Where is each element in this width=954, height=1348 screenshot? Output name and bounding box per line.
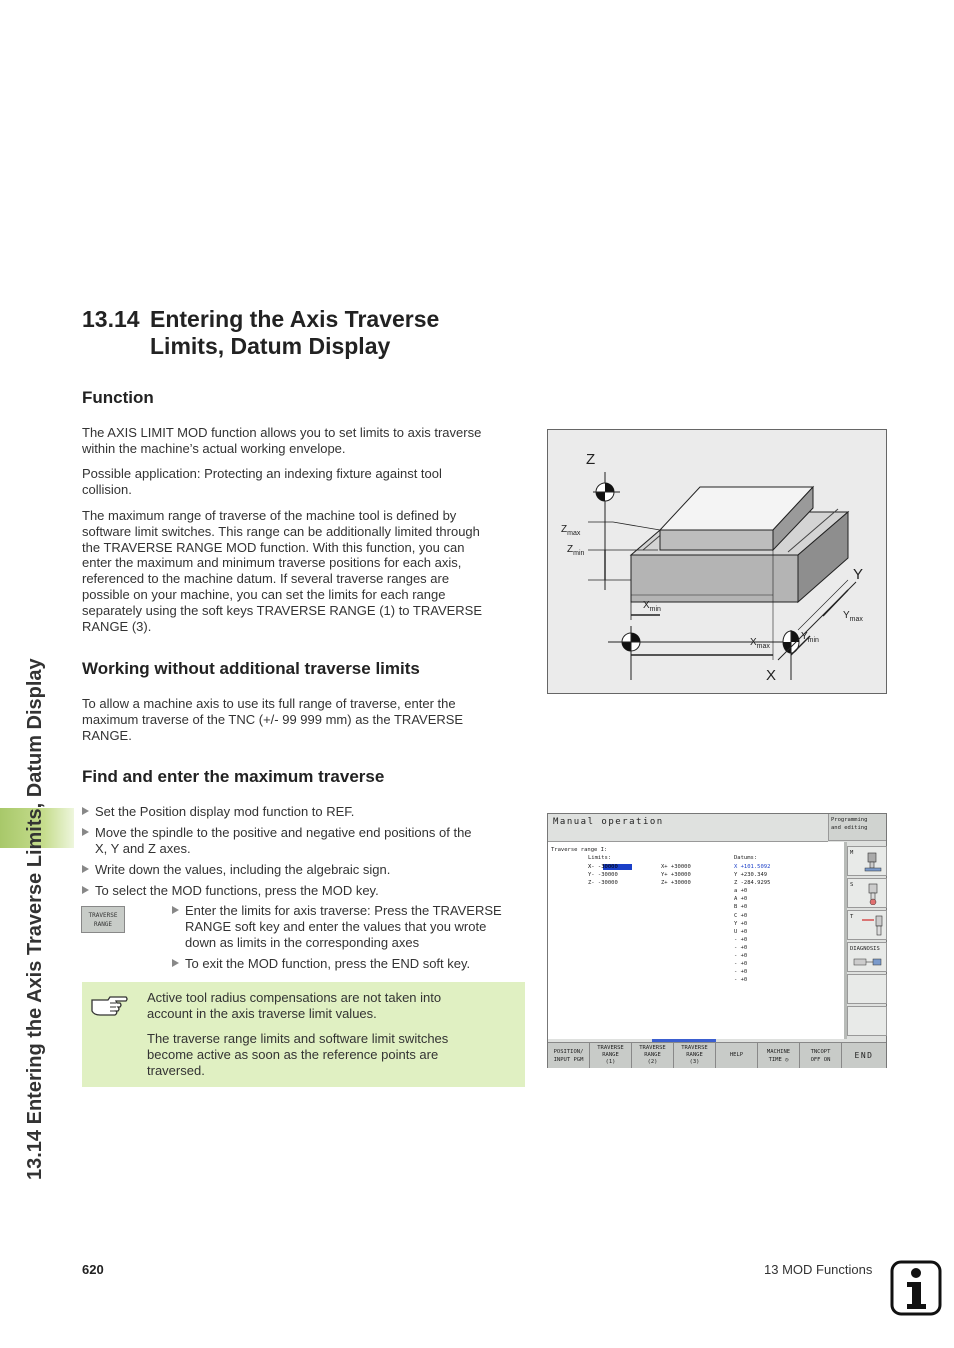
info-icon — [890, 1260, 942, 1316]
side-key-label: S — [850, 882, 854, 888]
datum-value: - +0 — [734, 936, 748, 943]
softkey-label: OFF ON — [810, 1057, 831, 1063]
range-label: Traverse range I: — [551, 847, 608, 853]
bullet-text: To exit the MOD function, press the END soft key. — [185, 956, 471, 971]
datums-column — [734, 863, 770, 984]
datum-value: U +0 — [734, 928, 748, 935]
tnc-screen — [547, 813, 887, 1068]
diagnosis-icon — [853, 956, 883, 968]
text-line: The maximum range of traverse of the machine tool is defined by — [82, 508, 457, 523]
label-sub: min — [573, 550, 585, 557]
text-line: the TRAVERSE RANGE MOD function. With this function, you can — [82, 539, 465, 555]
programming-mode-button[interactable] — [828, 814, 886, 841]
softkey-label: TNCOPT — [810, 1049, 831, 1055]
softkey-label: (3) — [689, 1059, 700, 1065]
label-sub: min — [649, 606, 661, 613]
bullet-text: To select the MOD functions, press the MOD key. — [95, 883, 379, 898]
text-line: maximum traverse of the TNC (+/- 99 999 mm) as the TRAVERSE — [82, 711, 464, 727]
pointing-hand-icon — [90, 992, 130, 1018]
note-paragraph-2 — [147, 1031, 507, 1078]
softkey-traverse-range-1[interactable] — [590, 1043, 632, 1068]
function-paragraph-3 — [82, 508, 524, 634]
datum-value: - +0 — [734, 977, 748, 984]
section-title-line2: Limits, Datum Display — [150, 333, 391, 359]
find-heading: Find and enter the maximum traverse — [82, 767, 385, 786]
label-main: Z — [561, 524, 568, 535]
tool-icon — [864, 883, 882, 905]
screen-title: Manual operation — [553, 817, 664, 827]
zmax-label — [561, 524, 580, 537]
softkey-label: RANGE — [686, 1052, 703, 1058]
softkey-label: END — [854, 1051, 874, 1060]
datum-value: - +0 — [734, 961, 748, 968]
text-line: within the machine’s actual working envelope. — [82, 440, 346, 456]
function-paragraph-1 — [82, 425, 524, 457]
text-line: Move the spindle to the positive and negative end positions of the — [95, 825, 472, 840]
text-line: separately using the soft keys TRAVERSE RANGE (1) to TRAVERSE — [82, 602, 483, 618]
bullet-arrow-icon — [82, 807, 89, 815]
softkey-label: INPUT PGM — [553, 1057, 584, 1063]
softkey-label: (2) — [647, 1059, 658, 1065]
bullet-text: Write down the values, including the algebraic sign. — [95, 862, 391, 877]
limit-value[interactable] — [588, 863, 632, 871]
datum-value: X +101.5092 — [734, 864, 771, 870]
datum-value: - +0 — [734, 944, 748, 951]
xmin-label — [643, 600, 661, 613]
label-main: X — [643, 600, 650, 611]
screen-title-bar — [548, 814, 828, 842]
bullet-arrow-icon — [82, 828, 89, 836]
softkey-label: RANGE — [644, 1052, 661, 1058]
datum-value: Y +230.349 — [734, 872, 768, 879]
spindle-icon — [864, 852, 882, 872]
text-line: The traverse range limits and software limit switches — [147, 1031, 449, 1046]
text-line: possible on your machine, you can set the limits for each range — [82, 586, 446, 602]
text-line: down as limits in the corresponding axes — [185, 934, 420, 950]
limit-value[interactable]: Z- -30000 — [588, 880, 618, 886]
text-line: account in the axis traverse limit values. — [147, 1005, 377, 1021]
side-key-s[interactable] — [847, 878, 887, 908]
softkey-traverse-range-3[interactable] — [674, 1043, 716, 1068]
softkey-label: (1) — [605, 1059, 616, 1065]
bullet-arrow-icon — [82, 865, 89, 873]
datums-label: Datums: — [734, 855, 758, 861]
side-key-label: DIAGNOSIS — [850, 946, 880, 952]
text-line: RANGE soft key and enter the values that you wrote — [185, 918, 487, 934]
xmax-label — [750, 637, 770, 650]
softkey-label: TRAVERSE — [597, 1045, 624, 1051]
softkey-end[interactable] — [842, 1043, 886, 1068]
limits-label: Limits: — [588, 855, 612, 861]
text-line: collision. — [82, 481, 132, 497]
traverse-range-softkey[interactable] — [81, 906, 125, 933]
softkey-label: POSITION/ — [553, 1049, 584, 1055]
limit-value[interactable]: Y+ +30000 — [661, 872, 691, 878]
datum-value: B +0 — [734, 904, 748, 911]
softkey-help[interactable] — [716, 1043, 758, 1068]
traverse-limits-diagram — [547, 429, 887, 694]
bullet-arrow-icon — [172, 959, 179, 967]
datum-value: - +0 — [734, 969, 748, 976]
text-line: Enter the limits for axis traverse: Press the TRAVERSE — [185, 903, 502, 918]
tool-length-icon — [860, 915, 886, 937]
label-sub: max — [849, 616, 863, 623]
softkey-tncopt[interactable] — [800, 1043, 842, 1068]
bullet-arrow-icon — [82, 886, 89, 894]
softkey-bar — [548, 1042, 886, 1068]
working-paragraph — [82, 696, 524, 743]
softkey-position-input[interactable] — [548, 1043, 590, 1068]
datum-value: A +0 — [734, 896, 748, 903]
softkey-label: TRAVERSE — [88, 912, 118, 919]
label-main: Y — [843, 610, 850, 621]
datum-value: Z -284.9295 — [734, 880, 771, 887]
text-line: software limit switches. This range can be additionally limited through — [82, 523, 480, 539]
function-heading: Function — [82, 388, 154, 407]
section-title-line1: Entering the Axis Traverse — [150, 306, 440, 332]
z-axis-label: Z — [586, 451, 596, 468]
ymin-label — [801, 631, 819, 644]
zmin-label — [567, 544, 584, 557]
side-title: 13.14 Entering the Axis Traverse Limits, Datum Display — [24, 658, 46, 1180]
side-key-t[interactable] — [847, 910, 887, 940]
datum-value: a +0 — [734, 888, 748, 895]
side-key-diagnosis[interactable] — [847, 942, 887, 972]
side-key-m[interactable] — [847, 846, 887, 876]
screen-content — [548, 842, 844, 1039]
datum-value: Y +0 — [734, 920, 748, 927]
ymax-label — [843, 610, 863, 623]
text-line: Active tool radius compensations are not taken into — [147, 990, 442, 1005]
text-line: traversed. — [147, 1062, 205, 1078]
datum-value: - +0 — [734, 953, 748, 960]
softkey-label: HELP — [729, 1052, 744, 1058]
side-key-empty[interactable] — [847, 974, 887, 1004]
x-axis-label: X — [766, 667, 777, 684]
softkey-traverse-range-2[interactable] — [632, 1043, 674, 1068]
limits-minus-column — [588, 863, 632, 887]
clock-icon: ◷ — [785, 1057, 789, 1063]
limit-text: X- -30000 — [588, 864, 632, 870]
bullet-text — [185, 903, 502, 950]
mode-label: and editing — [831, 825, 868, 831]
limits-plus-column — [661, 863, 691, 887]
label-main: X — [750, 637, 757, 648]
label-sub: min — [807, 637, 819, 644]
function-paragraph-2 — [82, 466, 524, 498]
side-key-label: M — [850, 850, 854, 856]
text-line: X, Y and Z axes. — [95, 840, 191, 856]
text-line: Possible application: Protecting an indexing fixture against tool — [82, 466, 442, 481]
text-line: To allow a machine axis to use its full range of traverse, enter the — [82, 696, 456, 711]
section-number: 13.14 — [82, 306, 140, 332]
limit-value[interactable]: X+ +30000 — [661, 864, 691, 870]
chapter-name: 13 MOD Functions — [764, 1262, 873, 1277]
limit-value[interactable]: Y- -30000 — [588, 872, 618, 878]
softkey-label: RANGE — [93, 921, 113, 928]
label-sub: max — [567, 530, 581, 537]
softkey-label: TIME — [768, 1057, 782, 1063]
text-line: become active as soon as the reference points are — [147, 1046, 439, 1062]
bullet-text: Set the Position display mod function to REF. — [95, 804, 355, 819]
limit-value[interactable]: Z+ +30000 — [661, 880, 691, 886]
side-key-empty[interactable] — [847, 1006, 887, 1036]
text-line: RANGE. — [82, 727, 132, 743]
label-main: Z — [567, 544, 574, 555]
softkey-machine-time[interactable] — [758, 1043, 800, 1068]
text-line: enter the maximum and minimum traverse positions for each axis, — [82, 555, 462, 571]
text-line: referenced to the machine datum. If several traverse ranges are — [82, 571, 450, 587]
datum-value: C +0 — [734, 912, 748, 919]
text-line: RANGE (3). — [82, 618, 152, 634]
bullet-item — [82, 825, 522, 857]
sub-bullet-item — [172, 903, 524, 951]
softkey-label: TRAVERSE — [639, 1045, 666, 1051]
text-line: The AXIS LIMIT MOD function allows you to set limits to axis traverse — [82, 425, 482, 440]
note-paragraph-1 — [147, 990, 507, 1022]
softkey-label: MACHINE — [766, 1049, 791, 1055]
side-key-label: T — [850, 914, 854, 920]
softkey-label: TRAVERSE — [681, 1045, 708, 1051]
softkey-label: RANGE — [602, 1052, 619, 1058]
page-number: 620 — [82, 1262, 104, 1277]
bullet-arrow-icon — [172, 906, 179, 914]
label-main: Y — [801, 631, 808, 642]
working-heading: Working without additional traverse limits — [82, 659, 420, 678]
bullet-text — [95, 825, 472, 857]
y-axis-label: Y — [853, 566, 864, 583]
mode-label: Programming — [831, 817, 868, 823]
label-sub: max — [756, 643, 770, 650]
